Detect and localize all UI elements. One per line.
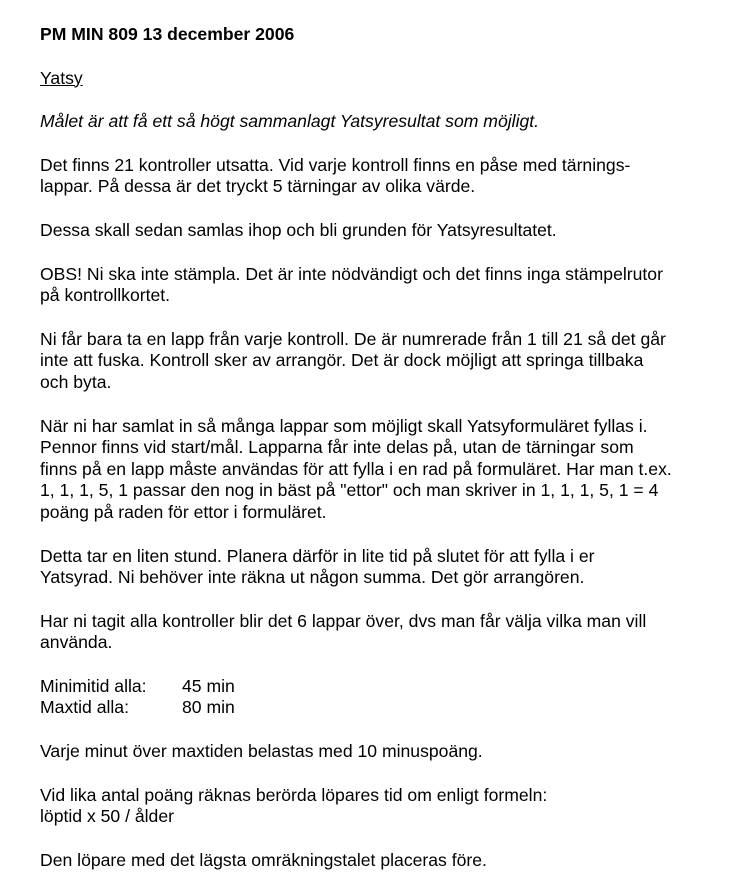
paragraph-penalty: Varje minut över maxtiden belastas med 10 minuspoäng. (40, 741, 483, 762)
paragraph-one-per-control: Ni får bara ta en lapp från varje kontroll. De är numrerade från 1 till 21 så det går inte att fuska. Kontroll sker av arrangör. Det är dock möjligt att springa tillbaka och byta. (40, 328, 666, 392)
paragraph-extra-notes: Har ni tagit alla kontroller blir det 6 lappar över, dvs man får välja vilka man vill använda. (40, 610, 647, 653)
paragraph-obs: OBS! Ni ska inte stämpla. Det är inte nödvändigt och det finns inga stämpelrutor på kontrollkortet. (40, 263, 663, 306)
time-row (40, 676, 730, 698)
time-value: 45 min (182, 675, 235, 696)
time-limits (40, 676, 730, 719)
lead-paragraph: Målet är att få ett så högt sammanlagt Yatsyresultat som möjligt. (40, 111, 540, 132)
document-subtitle: Yatsy (40, 67, 83, 88)
time-label: Minimitid alla: (40, 675, 147, 696)
time-value: 80 min (182, 697, 235, 718)
time-row (40, 697, 730, 719)
paragraph-ranking: Den löpare med det lägsta omräkningstalet placeras före. (40, 849, 487, 870)
document-title: PM MIN 809 13 december 2006 (40, 24, 295, 44)
paragraph-form: När ni har samlat in så många lappar som möjligt skall Yatsyformuläret fyllas i. Pennor finns vid start/mål. Lapparna får inte delas på, utan de tärningar som finns på en lapp måste användas för att fylla i en rad på formuläret. Har man t.ex. 1, 1, 1, 5, 1 passar den nog in bäst på "ettor" och man skriver in 1, 1, 1, 5, 1 = 4 poäng på raden för ettor i formuläret. (40, 415, 672, 522)
paragraph-collect: Dessa skall sedan samlas ihop och bli grunden för Yatsyresultatet. (40, 219, 557, 240)
paragraph-formula: Vid lika antal poäng räknas berörda löpares tid om enligt formeln: löptid x 50 / ålder (40, 784, 548, 827)
document-page (40, 24, 730, 893)
time-label: Maxtid alla: (40, 697, 129, 718)
paragraph-time: Detta tar en liten stund. Planera därför in lite tid på slutet för att fylla i er Yatsyrad. Ni behöver inte räkna ut någon summa. Det gör arrangören. (40, 545, 595, 588)
paragraph-controls: Det finns 21 kontroller utsatta. Vid varje kontroll finns en påse med tärnings- lappar. På dessa är det tryckt 5 tärningar av olika värde. (40, 154, 631, 197)
